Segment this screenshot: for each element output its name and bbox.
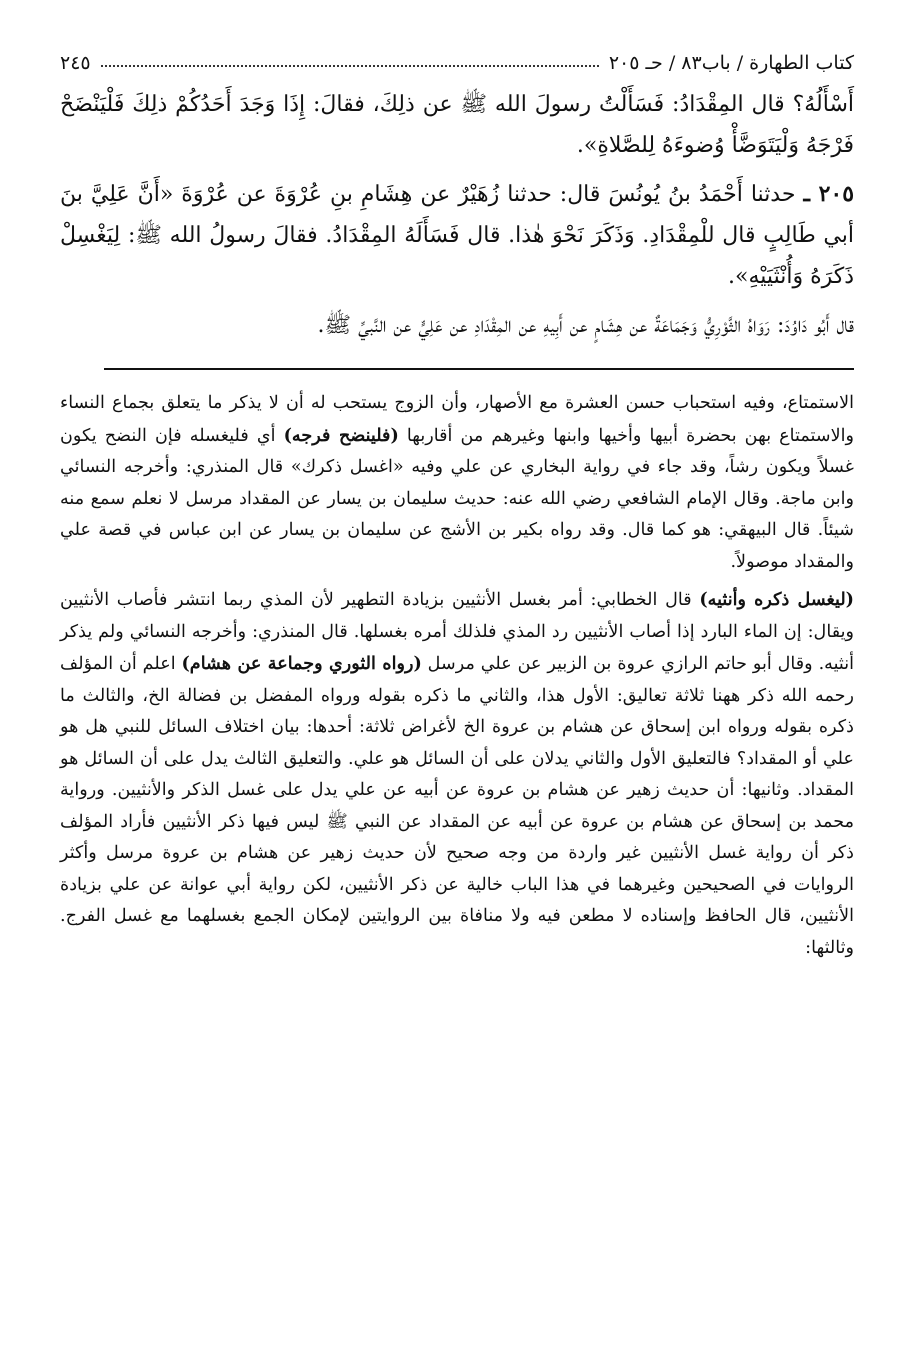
hadith-paragraph-2-text: حدثنا أَحْمَدُ بنُ يُونُسَ قال: حدثنا زُهَيْرٌ عن هِشَامِ بنِ عُرْوَةَ عن عُرْوَةَ «أَنَّ عَلِيَّ بنَ أبي طَالِبٍ قال للْمِقْدَادِ. وَذَكَرَ نَحْوَ هٰذا. قال فَسَأَلَهُ المِقْدَادُ. فقالَ رسولُ الله ﷺ: لِيَغْسِلْ ذَكَرَهُ وَأُنْثَيَيْهِ». — [60, 182, 854, 289]
commentary-paragraph-1 — [60, 388, 854, 578]
commentary-2-part-c: اعلم أن المؤلف رحمه الله ذكر ههنا ثلاثة تعاليق: الأول هذا، والثاني ما ذكره بقوله ورواه المفضل بن فضالة الخ، والثالث ما ذكره بقوله ورواه ابن إسحاق عن هشام بن عروة الخ لأغراض ثلاثة: أحدها: بيان اختلاف السائل للنبي هل هو علي أو المقداد؟ فالتعليق الأول والثاني يدلان على أن السائل هو علي. والتعليق الثالث يدل على أن السائل هو المقداد. وثانيها: أن حديث زهير عن هشام بن عروة عن أبيه عن علي يدل على غسل الذكر والأنثيين. ورواية محمد بن إسحاق عن هشام بن عروة عن أبيه عن المقداد عن النبي ﷺ ليس فيها ذكر الأنثيين فأراد المؤلف ذكر أن رواية غسل الأنثيين غير واردة من وجه صحيح لأن حديث زهير عن هشام بن عروة مرسل وأكثر الروايات في الصحيحين وغيرهما في هذا الباب خالية عن ذكر الأنثيين، لكن رواية أبي عوانة عن علي بزيادة الأنثيين، قال الحافظ وإسناده لا مطعن فيه ولا منافاة بين الروايتين لإمكان الجمع بغسلهما مع غسل الفرج. وثالثها: — [60, 654, 854, 958]
abu-dawud-note: قال أَبُو دَاوُدَ: رَوَاهُ الثَّوْرِيُّ وَجَمَاعَةٌ عن هِشَامٍ عن أَبِيهِ عن المِقْدَادِ عن عَلِيٍّ عن النَّبيِّ ﷺ. — [317, 313, 854, 338]
commentary-block — [60, 388, 854, 964]
hadith-text — [60, 84, 854, 346]
commentary-2-heading: (ليغسل ذكره وأنثيه) — [699, 589, 855, 610]
hadith-paragraph-1: أَسْأَلُهُ؟ قال المِقْدَادُ: فَسَأَلْتُ رسولَ الله ﷺ عن ذلِكَ، فقالَ: إِذَا وَجَدَ أَحَدُكُمْ ذلِكَ فَلْيَنْضَحْ فَرْجَهُ وَلْيَتَوَضَّأْ وُضوءَهُ لِلصَّلاةِ». — [60, 92, 854, 158]
commentary-1-heading: (فلينضح فرجه) — [283, 424, 399, 446]
commentary-2-subheading: (رواه الثوري وجماعة عن هشام) — [181, 653, 422, 674]
header-title: كتاب الطهارة / باب٨٣ / حـ ٢٠٥ — [608, 52, 854, 74]
commentary-1-part-a: الاستمتاع، وفيه استحباب حسن العشرة مع الأصهار، وأن الزوج يستحب له أن لا يذكر ما يتعلق بجماع النساء والاستمتاع بهن بحضرة أبيها وأخيها وابنها وغيرهم من أقاربها — [60, 393, 854, 446]
commentary-2-part-a: قال الخطابي: أمر بغسل الأنثيين بزيادة التطهير لأن المذي ربما انتشر فأصاب الأنثيين ويقال: إن الماء البارد إذا أصاب الأنثيين رد المذي فلذلك أمره بغسلها. قال المنذري: وأخرجه النسائي ولم يذكر أنثيه. وقال أبو حاتم الرازي عروة بن الزبير عن علي مرسل — [60, 590, 854, 674]
commentary-paragraph-2 — [60, 584, 854, 964]
hadith-number: ٢٠٥ ـ — [803, 181, 855, 207]
footnote-divider — [104, 368, 854, 370]
book-page — [60, 40, 854, 1347]
commentary-1-part-c: أي فليغسله فإن النضح يكون غسلاً ويكون رشاً، وقد جاء في رواية البخاري عن علي وفيه «اغسل ذكرك» قال المنذري: وأخرجه النسائي وابن ماجة. وقال الإمام الشافعي رضي الله عنه: حديث سليمان بن يسار عن المقداد مرسل لا نعلم سمع منه شيئاً. قال البيهقي: هو كما قال. وقد رواه بكير بن الأشج عن سليمان بن يسار عن ابن عباس في قصة علي والمقداد موصولاً. — [60, 425, 854, 572]
header-leader-dots — [101, 65, 599, 67]
hadith-paragraph-2 — [60, 174, 854, 297]
page-number: ٢٤٥ — [60, 52, 91, 74]
running-header — [60, 40, 854, 74]
